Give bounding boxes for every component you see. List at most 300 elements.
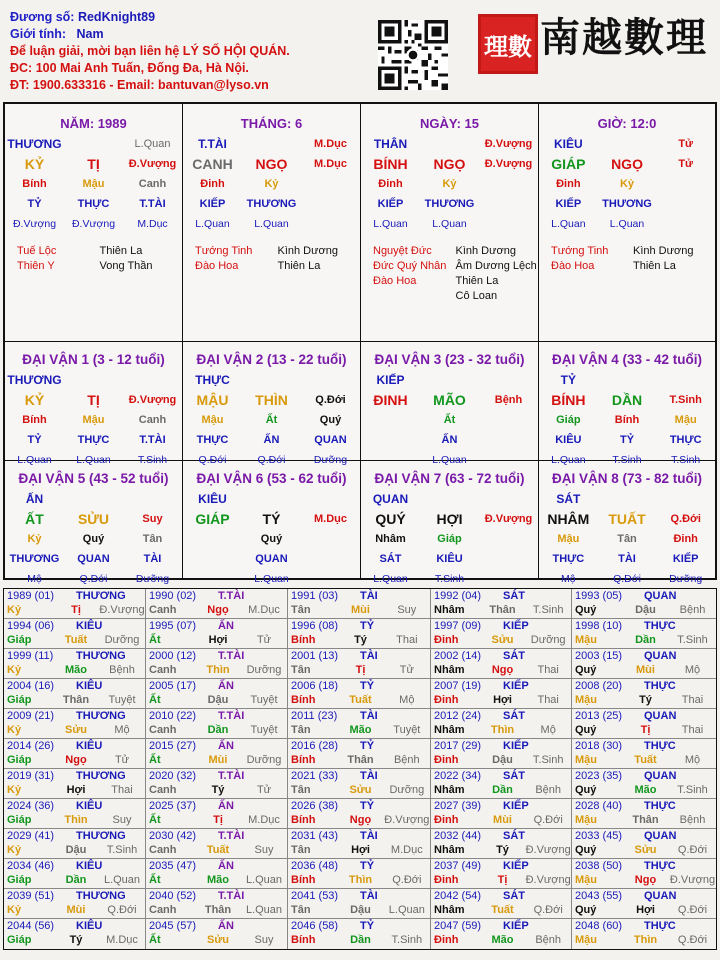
year-branch: Tị bbox=[355, 664, 366, 676]
year-cell-top bbox=[431, 769, 571, 783]
year-branch: Dần bbox=[207, 724, 229, 736]
year-label: 1992 (04) bbox=[434, 590, 482, 602]
pillar-hidden-stems-row bbox=[361, 174, 538, 194]
year-stem: Bính bbox=[291, 694, 316, 706]
year-stage: Suy bbox=[254, 844, 274, 856]
year-cell-top bbox=[431, 889, 571, 903]
star-bad: Cô Loan bbox=[455, 290, 498, 302]
year-stage: Suy bbox=[254, 934, 274, 946]
year-cell-bottom bbox=[4, 723, 145, 738]
year-cell bbox=[288, 889, 431, 919]
year-cell-bottom bbox=[288, 723, 430, 738]
year-stem: Tân bbox=[291, 724, 311, 736]
pillar-hidden-gods-row bbox=[361, 194, 538, 214]
year-god: TÀI bbox=[360, 890, 378, 902]
chart-grid bbox=[3, 102, 717, 585]
year-god: ẤN bbox=[218, 680, 234, 692]
dai-van-2 bbox=[183, 342, 361, 466]
year-stem: Mậu bbox=[575, 874, 597, 886]
year-stage: Thai bbox=[681, 724, 704, 736]
year-stem: Kỷ bbox=[7, 784, 22, 796]
year-cell-top bbox=[572, 829, 716, 843]
year-cell-top bbox=[572, 589, 716, 603]
year-god: KIÊU bbox=[76, 860, 103, 872]
year-cell bbox=[572, 679, 716, 709]
dai-van-hidden-gods-row-cell-1: THỰC bbox=[196, 434, 229, 446]
year-cell-top bbox=[4, 619, 145, 633]
pillar-hidden-gods-row bbox=[539, 194, 715, 214]
year-branch: Thân bbox=[204, 904, 232, 916]
year-branch: Mùi bbox=[66, 904, 86, 916]
year-cell-bottom bbox=[572, 843, 716, 858]
year-branch: Thìn bbox=[490, 724, 515, 736]
year-stage: Thai bbox=[681, 694, 704, 706]
dai-van-hidden-gods-row-cell-2: QUAN bbox=[77, 553, 110, 565]
year-god: SÁT bbox=[503, 710, 525, 722]
year-cell-bottom bbox=[4, 843, 145, 858]
year-stage: Mộ bbox=[399, 694, 415, 706]
year-cell-top bbox=[288, 739, 430, 753]
year-cell bbox=[4, 709, 146, 739]
year-cell-bottom bbox=[288, 633, 430, 648]
pillar-god-row-cell-1: THƯƠNG bbox=[7, 137, 62, 151]
year-god: QUAN bbox=[644, 650, 677, 662]
pillar-stages-row-cell-2: L.Quan bbox=[254, 218, 289, 230]
year-cell bbox=[146, 799, 288, 829]
year-cell-bottom bbox=[146, 873, 287, 888]
dai-van-stem-branch-row-cell-2: TỊ bbox=[87, 392, 100, 408]
dai-van-stages-row-cell-2: Q.Đới bbox=[613, 573, 641, 585]
phone-email-line: ĐT: 1900.633316 - Email: bantuvan@lyso.vn bbox=[10, 78, 269, 92]
year-cell-bottom bbox=[146, 933, 287, 948]
pillar-hidden-gods-row-cell-2: THƯƠNG bbox=[246, 198, 297, 210]
year-cell-bottom bbox=[146, 633, 287, 648]
dai-van-stages-row-cell-1: L.Quan bbox=[17, 454, 52, 466]
year-stage: Q.Đới bbox=[533, 814, 563, 826]
dai-van-stages-row bbox=[539, 569, 715, 589]
year-stem: Nhâm bbox=[434, 784, 465, 796]
dai-van-stages-row-cell-1: Q.Đới bbox=[198, 454, 227, 466]
dai-van-god-row bbox=[539, 489, 715, 509]
year-god: TÀI bbox=[360, 590, 378, 602]
year-label: 1996 (08) bbox=[291, 620, 339, 632]
year-cell-bottom bbox=[4, 603, 145, 618]
year-cell bbox=[4, 679, 146, 709]
dai-van-stages-row-cell-3: T.Sinh bbox=[137, 454, 168, 466]
year-label: 2037 (49) bbox=[434, 860, 482, 872]
year-cell bbox=[572, 709, 716, 739]
dai-van-stem-branch-row bbox=[361, 509, 538, 529]
year-god: SÁT bbox=[503, 770, 525, 782]
year-god: KIẾP bbox=[503, 920, 529, 932]
pillar-stem-branch-row-cell-2: TỊ bbox=[87, 156, 100, 172]
year-stage: Đ.Vượng bbox=[525, 874, 571, 886]
pillar-stem-branch-row bbox=[5, 154, 182, 174]
year-cell bbox=[431, 829, 572, 859]
year-label: 2012 (24) bbox=[434, 710, 482, 722]
dai-van-hidden-stems-row bbox=[183, 529, 360, 549]
dai-van-title: ĐẠI VẬN 7 (63 - 72 tuổi) bbox=[374, 471, 525, 486]
year-cell-bottom bbox=[431, 873, 571, 888]
year-branch: Mùi bbox=[493, 814, 512, 826]
year-label: 2000 (12) bbox=[149, 650, 197, 662]
dai-van-god-row-cell-1: QUAN bbox=[372, 492, 409, 506]
stars-good bbox=[373, 244, 456, 304]
dai-van-hidden-stems-row-cell-1: Mậu bbox=[201, 414, 224, 426]
dai-van-stages-row-cell-2: Q.Đới bbox=[79, 573, 108, 585]
year-cell bbox=[431, 589, 572, 619]
year-label: 2031 (43) bbox=[291, 830, 339, 842]
year-branch: Dần bbox=[350, 934, 371, 946]
year-stem: Canh bbox=[149, 664, 177, 676]
year-god: KIẾP bbox=[503, 680, 529, 692]
year-stage: Đ.Vượng bbox=[669, 874, 716, 886]
year-stage: T.Sinh bbox=[677, 784, 708, 796]
dai-van-god-row-cell-1: THƯƠNG bbox=[7, 373, 62, 387]
year-cell bbox=[146, 619, 288, 649]
year-cell bbox=[572, 829, 716, 859]
year-stem: Bính bbox=[291, 814, 316, 826]
year-god: THƯƠNG bbox=[76, 590, 126, 602]
year-branch: Dần bbox=[492, 784, 513, 796]
year-stage: Tuyệt bbox=[250, 724, 278, 736]
year-cell bbox=[572, 859, 716, 889]
year-cell-bottom bbox=[146, 603, 287, 618]
star-good: Tuế Lộc bbox=[17, 245, 57, 257]
year-cell-top bbox=[431, 829, 571, 843]
dai-van-hidden-gods-row bbox=[5, 549, 182, 569]
year-stage: Bệnh bbox=[535, 784, 562, 796]
year-stage: L.Quan bbox=[245, 874, 283, 886]
pillar-stages-row-cell-1: Đ.Vượng bbox=[12, 218, 57, 230]
seal-stamp-icon bbox=[478, 14, 538, 74]
pillar-stages-row-cell-2: Đ.Vượng bbox=[71, 218, 116, 230]
dai-van-hidden-stems-row bbox=[539, 410, 715, 430]
year-cell-bottom bbox=[4, 873, 145, 888]
year-stage: Dưỡng bbox=[389, 784, 425, 796]
dai-van-god-row bbox=[361, 489, 538, 509]
year-god: KIÊU bbox=[76, 620, 103, 632]
pillar-stem-branch-row-cell-2: NGỌ bbox=[255, 156, 288, 172]
dai-van-8 bbox=[539, 461, 715, 585]
year-cell-bottom bbox=[431, 753, 571, 768]
dai-van-stages-row-cell-2: T.Sinh bbox=[612, 454, 642, 466]
dai-van-hidden-stems-row-cell-1: Nhâm bbox=[375, 533, 406, 545]
year-stem: Quý bbox=[575, 664, 597, 676]
year-god: KIÊU bbox=[76, 680, 103, 692]
year-cell-top bbox=[288, 679, 430, 693]
year-cell-bottom bbox=[572, 633, 716, 648]
year-cell-bottom bbox=[288, 933, 430, 948]
year-cell bbox=[288, 859, 431, 889]
year-cell-bottom bbox=[4, 753, 145, 768]
year-god: SÁT bbox=[503, 650, 525, 662]
year-branch: Sửu bbox=[634, 844, 657, 856]
dai-van-1 bbox=[5, 342, 183, 466]
year-cell-top bbox=[431, 649, 571, 663]
pillar-3 bbox=[361, 104, 539, 342]
year-label: 2017 (29) bbox=[434, 740, 482, 752]
year-cell bbox=[431, 679, 572, 709]
dai-van-stages-row-cell-3: T.Sinh bbox=[671, 454, 701, 466]
dai-van-hidden-stems-row-cell-3: Đinh bbox=[673, 533, 698, 545]
year-cell-bottom bbox=[146, 663, 287, 678]
year-stem: Bính bbox=[291, 754, 316, 766]
year-stem: Tân bbox=[291, 784, 311, 796]
year-god: ẤN bbox=[218, 620, 234, 632]
year-label: 2007 (19) bbox=[434, 680, 482, 692]
year-cell-bottom bbox=[431, 903, 571, 918]
pillar-hidden-gods-row-cell-3: T.TÀI bbox=[139, 198, 166, 210]
year-god: ẤN bbox=[218, 860, 234, 872]
year-cell-top bbox=[146, 769, 287, 783]
year-cell-bottom bbox=[146, 783, 287, 798]
year-cell-top bbox=[4, 739, 145, 753]
year-cell-bottom bbox=[288, 603, 430, 618]
year-cell-top bbox=[146, 919, 287, 933]
year-stem: Kỷ bbox=[7, 844, 22, 856]
stars-good bbox=[17, 244, 100, 274]
year-cell-top bbox=[572, 919, 716, 933]
dai-van-hidden-gods-row-cell-3: THỰC bbox=[669, 434, 702, 446]
year-cell-bottom bbox=[4, 663, 145, 678]
star-bad: Kình Dương bbox=[455, 245, 516, 257]
year-cell bbox=[288, 769, 431, 799]
dai-van-god-row-cell-1: TỶ bbox=[560, 373, 576, 387]
year-branch: Tuất bbox=[349, 694, 372, 706]
year-label: 2016 (28) bbox=[291, 740, 339, 752]
year-god: SÁT bbox=[503, 590, 525, 602]
pillar-stages-row-cell-1: L.Quan bbox=[195, 218, 230, 230]
year-stage: Dưỡng bbox=[530, 634, 566, 646]
year-cell-top bbox=[431, 739, 571, 753]
year-cell bbox=[431, 919, 572, 949]
year-stage: T.Sinh bbox=[532, 754, 564, 766]
year-cell-bottom bbox=[572, 873, 716, 888]
year-cell bbox=[4, 919, 146, 949]
year-label: 2019 (31) bbox=[7, 770, 55, 782]
header-info bbox=[10, 10, 370, 95]
dai-van-hidden-stems-row-cell-2: Quý bbox=[260, 533, 283, 545]
dai-van-stem-branch-row bbox=[361, 390, 538, 410]
year-cell bbox=[431, 859, 572, 889]
year-cell bbox=[146, 709, 288, 739]
year-god: T.TÀI bbox=[218, 710, 245, 722]
address-line: ĐC: 100 Mai Anh Tuấn, Đống Đa, Hà Nội. bbox=[10, 61, 249, 75]
dai-van-hidden-gods-row-cell-1: SÁT bbox=[379, 553, 402, 565]
star-bad: Vong Thần bbox=[99, 260, 153, 272]
year-stage: Mộ bbox=[684, 664, 701, 676]
year-label: 2013 (25) bbox=[575, 710, 623, 722]
year-cell bbox=[146, 859, 288, 889]
year-god: SÁT bbox=[503, 890, 525, 902]
star-good: Tướng Tinh bbox=[195, 245, 253, 257]
year-cell-bottom bbox=[572, 903, 716, 918]
year-stage: M.Dục bbox=[248, 814, 280, 826]
year-stem: Nhâm bbox=[434, 724, 465, 736]
year-branch: Thìn bbox=[206, 664, 230, 676]
year-branch: Hợi bbox=[636, 904, 655, 916]
dai-van-stages-row-cell-1: Mộ bbox=[561, 573, 576, 585]
year-stem: Ất bbox=[149, 694, 161, 706]
pillar-hidden-gods-row bbox=[183, 194, 360, 214]
pillar-stages-row-cell-2: L.Quan bbox=[432, 218, 467, 230]
year-cell-top bbox=[431, 919, 571, 933]
pillar-god-row-cell-1: KIÊU bbox=[554, 137, 583, 151]
year-cell-bottom bbox=[146, 843, 287, 858]
dai-van-god-row-cell-1: THỰC bbox=[195, 373, 230, 387]
year-branch: Tị bbox=[71, 604, 81, 616]
year-cell bbox=[572, 919, 716, 949]
qr-code-icon[interactable] bbox=[378, 20, 448, 90]
pillar-stages-row-cell-3: M.Dục bbox=[137, 218, 168, 230]
dai-van-stem-branch-row-cell-3: Suy bbox=[142, 513, 163, 525]
stars-bad bbox=[100, 244, 183, 274]
dai-van-hidden-gods-row-cell-2: QUAN bbox=[255, 553, 288, 565]
year-stage: M.Dục bbox=[248, 604, 280, 616]
star-bad: Thiên La bbox=[455, 275, 499, 287]
year-stem: Canh bbox=[149, 904, 177, 916]
year-god: QUAN bbox=[644, 590, 677, 602]
pillar-stars bbox=[5, 244, 182, 274]
year-cell-top bbox=[4, 889, 145, 903]
year-label: 2026 (38) bbox=[291, 800, 339, 812]
year-cell-bottom bbox=[431, 813, 571, 828]
dai-van-hidden-gods-row-cell-2: TÀI bbox=[618, 553, 636, 565]
year-cell-bottom bbox=[4, 933, 145, 948]
dai-van-god-row bbox=[539, 370, 715, 390]
year-stage: Q.Đới bbox=[677, 844, 708, 856]
dai-van-god-row bbox=[183, 489, 360, 509]
year-god: ẤN bbox=[218, 920, 234, 932]
dai-van-stem-branch-row bbox=[539, 509, 715, 529]
dai-van-god-row bbox=[361, 370, 538, 390]
year-cell bbox=[4, 829, 146, 859]
pillar-hidden-stems-row-cell-1: Đinh bbox=[200, 178, 225, 190]
pillar-stages-row bbox=[5, 214, 182, 234]
year-cell-top bbox=[288, 889, 430, 903]
year-stage: Q.Đới bbox=[107, 904, 137, 916]
dai-van-hidden-gods-row-cell-2: THỰC bbox=[77, 434, 110, 446]
dai-van-god-row bbox=[5, 489, 182, 509]
pillar-stages-row bbox=[539, 214, 715, 234]
pillar-hidden-gods-row-cell-1: KIẾP bbox=[555, 198, 582, 210]
pillar-god-row bbox=[183, 134, 360, 154]
year-label: 2046 (58) bbox=[291, 920, 339, 932]
year-label: 2003 (15) bbox=[575, 650, 623, 662]
year-stem: Đinh bbox=[434, 934, 459, 946]
year-cell-bottom bbox=[572, 753, 716, 768]
year-cell-top bbox=[572, 619, 716, 633]
year-stem: Ất bbox=[149, 754, 161, 766]
year-cell bbox=[288, 739, 431, 769]
year-cell-top bbox=[431, 589, 571, 603]
year-stem: Giáp bbox=[7, 814, 32, 826]
star-good: Đào Hoa bbox=[551, 260, 595, 272]
year-cell bbox=[146, 589, 288, 619]
dai-van-god-row-cell-1: KIÊU bbox=[198, 492, 227, 506]
year-stage: T.Sinh bbox=[677, 634, 708, 646]
year-label: 1998 (10) bbox=[575, 620, 623, 632]
year-stage: Q.Đới bbox=[677, 904, 708, 916]
dai-van-hidden-gods-row-cell-2: ẤN bbox=[441, 434, 458, 446]
dai-van-hidden-gods-row bbox=[539, 549, 715, 569]
year-cell bbox=[146, 889, 288, 919]
year-cell-top bbox=[4, 589, 145, 603]
year-stem: Giáp bbox=[7, 694, 32, 706]
year-branch: Sửu bbox=[206, 934, 230, 946]
year-stem: Kỷ bbox=[7, 664, 22, 676]
year-stage: Dưỡng bbox=[246, 754, 282, 766]
year-god: TÀI bbox=[360, 650, 378, 662]
year-branch: Dậu bbox=[65, 844, 87, 856]
pillar-hidden-stems-row bbox=[5, 174, 182, 194]
dai-van-god-row-cell-1: SÁT bbox=[556, 492, 581, 506]
dai-van-hidden-stems-row-cell-3: Quý bbox=[319, 414, 342, 426]
year-label: 2020 (32) bbox=[149, 770, 197, 782]
year-stem: Giáp bbox=[7, 754, 32, 766]
year-cell-bottom bbox=[4, 813, 145, 828]
dai-van-hidden-stems-row-cell-1: Giáp bbox=[556, 414, 581, 426]
dai-van-hidden-stems-row bbox=[539, 529, 715, 549]
year-label: 1993 (05) bbox=[575, 590, 623, 602]
year-label: 2048 (60) bbox=[575, 920, 623, 932]
dai-van-4 bbox=[539, 342, 715, 466]
year-stem: Đinh bbox=[434, 754, 459, 766]
year-branch: Tuất bbox=[491, 904, 514, 916]
year-cell-top bbox=[146, 709, 287, 723]
year-cell-top bbox=[572, 679, 716, 693]
year-cell-top bbox=[572, 859, 716, 873]
stars-bad bbox=[633, 244, 715, 274]
year-branch: Thìn bbox=[348, 874, 373, 886]
year-branch: Mão bbox=[207, 874, 229, 886]
dai-van-3 bbox=[361, 342, 539, 466]
dai-van-stem-branch-row-cell-3: Bệnh bbox=[494, 394, 523, 406]
pillar-title: THÁNG: 6 bbox=[240, 116, 303, 131]
dai-van-stages-row-cell-3: Dưỡng bbox=[313, 454, 348, 466]
year-stage: Tuyệt bbox=[393, 724, 421, 736]
year-stem: Ất bbox=[149, 814, 161, 826]
year-cell-top bbox=[572, 709, 716, 723]
year-god: KIẾP bbox=[503, 800, 529, 812]
year-cell bbox=[4, 769, 146, 799]
dai-van-hidden-stems-row-cell-3: Tân bbox=[142, 533, 163, 545]
dai-van-stem-branch-row-cell-2: SỬU bbox=[77, 511, 110, 527]
year-cell-top bbox=[4, 769, 145, 783]
dai-van-hidden-gods-row bbox=[361, 430, 538, 450]
duong-so-value: RedKnight89 bbox=[77, 10, 156, 24]
year-label: 2015 (27) bbox=[149, 740, 197, 752]
year-label: 2044 (56) bbox=[7, 920, 55, 932]
year-label: 2036 (48) bbox=[291, 860, 339, 872]
year-cell bbox=[288, 919, 431, 949]
year-label: 2028 (40) bbox=[575, 800, 623, 812]
year-cell-bottom bbox=[572, 693, 716, 708]
year-cell bbox=[4, 619, 146, 649]
year-stem: Mậu bbox=[575, 694, 597, 706]
year-cell bbox=[4, 799, 146, 829]
year-cell bbox=[288, 799, 431, 829]
year-stem: Giáp bbox=[7, 634, 32, 646]
year-cell bbox=[431, 649, 572, 679]
pillar-god-row-cell-3: Tử bbox=[678, 138, 694, 150]
pillar-hidden-stems-row-cell-3: Canh bbox=[138, 178, 167, 190]
year-label: 1995 (07) bbox=[149, 620, 197, 632]
dai-van-stem-branch-row-cell-1: GIÁP bbox=[195, 511, 230, 527]
dai-van-title: ĐẠI VẬN 6 (53 - 62 tuổi) bbox=[196, 471, 347, 486]
pillar-god-row-cell-1: THÂN bbox=[373, 137, 408, 151]
